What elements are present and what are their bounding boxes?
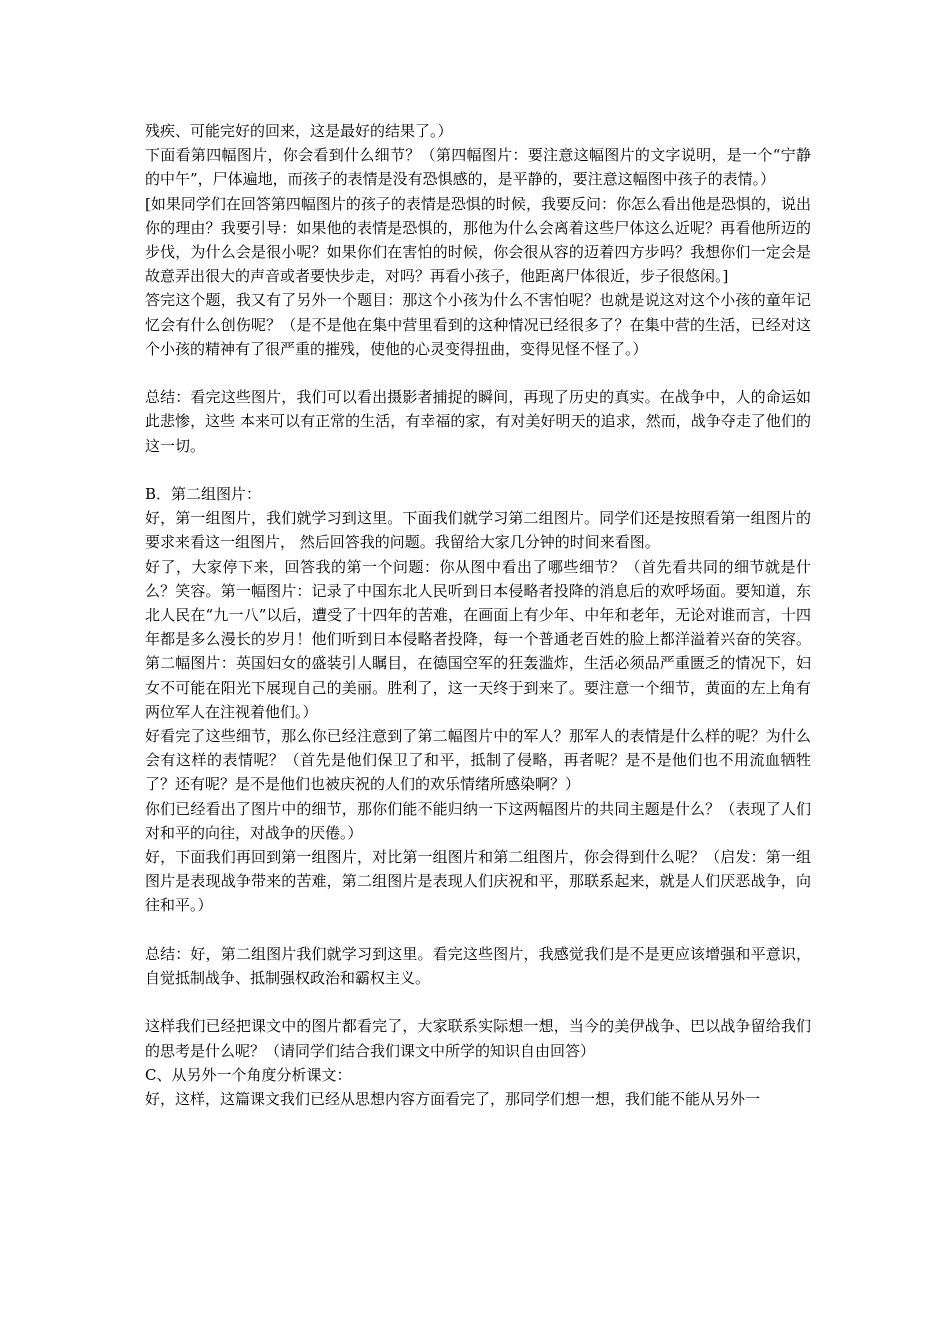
paragraph-11: 好，这样，这篇课文我们已经从思想内容方面看完了，那同学们想一想，我们能不能从另外一 <box>145 1090 761 1109</box>
section-heading-b: B．第二组图片： <box>145 485 262 504</box>
document-body <box>145 119 811 1111</box>
paragraph-8: 你们已经看出了图片中的细节，那你们能不能归纳一下这两幅图片的共同主题是什么？（表现了人们对和平的向往，对战争的厌倦。） <box>145 799 811 842</box>
paragraph-10: 这样我们已经把课文中的图片都看完了，大家联系实际想一想，当今的美伊战争、巴以战争留给我们的思考是什么呢？（请同学们结合我们课文中所学的知识自由回答） <box>145 1017 811 1060</box>
blank-line <box>145 918 811 942</box>
blank-line <box>145 458 811 482</box>
paragraph-7: 好看完了这些细节，那么你已经注意到了第二幅图片中的军人？那军人的表情是什么样的呢？为什么会有这样的表情呢？（首先是他们保卫了和平，抵制了侵略，再者呢？是不是他们也不用流血牺牲了？还有呢？是不是他们也被庆祝的人们的欢乐情绪所感染啊？） <box>145 727 811 794</box>
summary-paragraph-1: 总结：看完这些图片，我们可以看出摄影者捕捉的瞬间，再现了历史的真实。在战争中，人的命运如此悲惨，这些 本来可以有正常的生活，有幸福的家，有对美好明天的追求，然而，战争夺走了他们的这一切。 <box>145 388 811 455</box>
paragraph-2: 下面看第四幅图片，你会看到什么细节？（第四幅图片：要注意这幅图片的文字说明，是一个“宁静的中午”，尸体遍地，而孩子的表情是没有恐惧感的，是平静的，要注意这幅图中孩子的表情。） <box>145 146 811 189</box>
blank-line <box>145 990 811 1014</box>
section-heading-c: C、从另外一个角度分析课文： <box>145 1065 352 1084</box>
summary-paragraph-2: 总结：好，第二组图片我们就学习到这里。看完这些图片，我感觉我们是不是更应该增强和平意识，自觉抵制战争、抵制强权政治和霸权主义。 <box>145 944 811 988</box>
paragraph-4: 答完这个题，我又有了另外一个题目：那这个小孩为什么不害怕呢？也就是说这对这个小孩的童年记忆会有什么创伤呢？（是不是他在集中营里看到的这种情况已经很多了？在集中营的生活，已经对这个小孩的精神有了很严重的摧残，使他的心灵变得扭曲，变得见怪不怪了。） <box>145 291 811 358</box>
paragraph-5: 好，第一组图片，我们就学习到这里。下面我们就学习第二组图片。同学们还是按照看第一组图片的要求来看这一组图片， 然后回答我的问题。我留给大家几分钟的时间来看图。 <box>145 509 811 552</box>
paragraph-6: 好了，大家停下来，回答我的第一个问题：你从图中看出了哪些细节？（首先看共同的细节就是什么？笑容。第一幅图片：记录了中国东北人民听到日本侵略者投降的消息后的欢呼场面。要知道，东北人民在“九一八”以后，遭受了十四年的苦难，在画面上有少年、中年和老年，无论对谁而言，十四年都是多么漫长的岁月！他们听到日本侵略者投降，每一个普通老百姓的脸上都洋溢着兴奋的笑容。第二幅图片：英国妇女的盛装引人瞩目，在德国空军的狂轰滥炸，生活必须品严重匮乏的情况下，妇女不可能在阳光下展现自己的美丽。胜利了，这一天终于到来了。要注意一个细节，黄面的左上角有两位军人在注视着他们。） <box>145 557 811 721</box>
blank-line <box>145 361 811 385</box>
paragraph-3: [如果同学们在回答第四幅图片的孩子的表情是恐惧的时候，我要反问：你怎么看出他是恐惧的，说出你的理由？我要引导：如果他的表情是恐惧的，那他为什么会离着这些尸体这么近呢？再看他所迈的步伐，为什么会是很小呢？如果你们在害怕的时候，你会很从容的迈着四方步吗？我想你们一定会是故意弄出很大的声音或者要快步走，对吗？再看小孩子，他距离尸体很近，步子很悠闲。] <box>145 194 811 286</box>
paragraph-9: 好，下面我们再回到第一组图片，对比第一组图片和第二组图片，你会得到什么呢？（启发：第一组图片是表现战争带来的苦难，第二组图片是表现人们庆祝和平，那联系起来，就是人们厌恶战争，向往和平。） <box>145 848 811 915</box>
paragraph-1: 残疾、可能完好的回来，这是最好的结果了。） <box>145 122 453 140</box>
